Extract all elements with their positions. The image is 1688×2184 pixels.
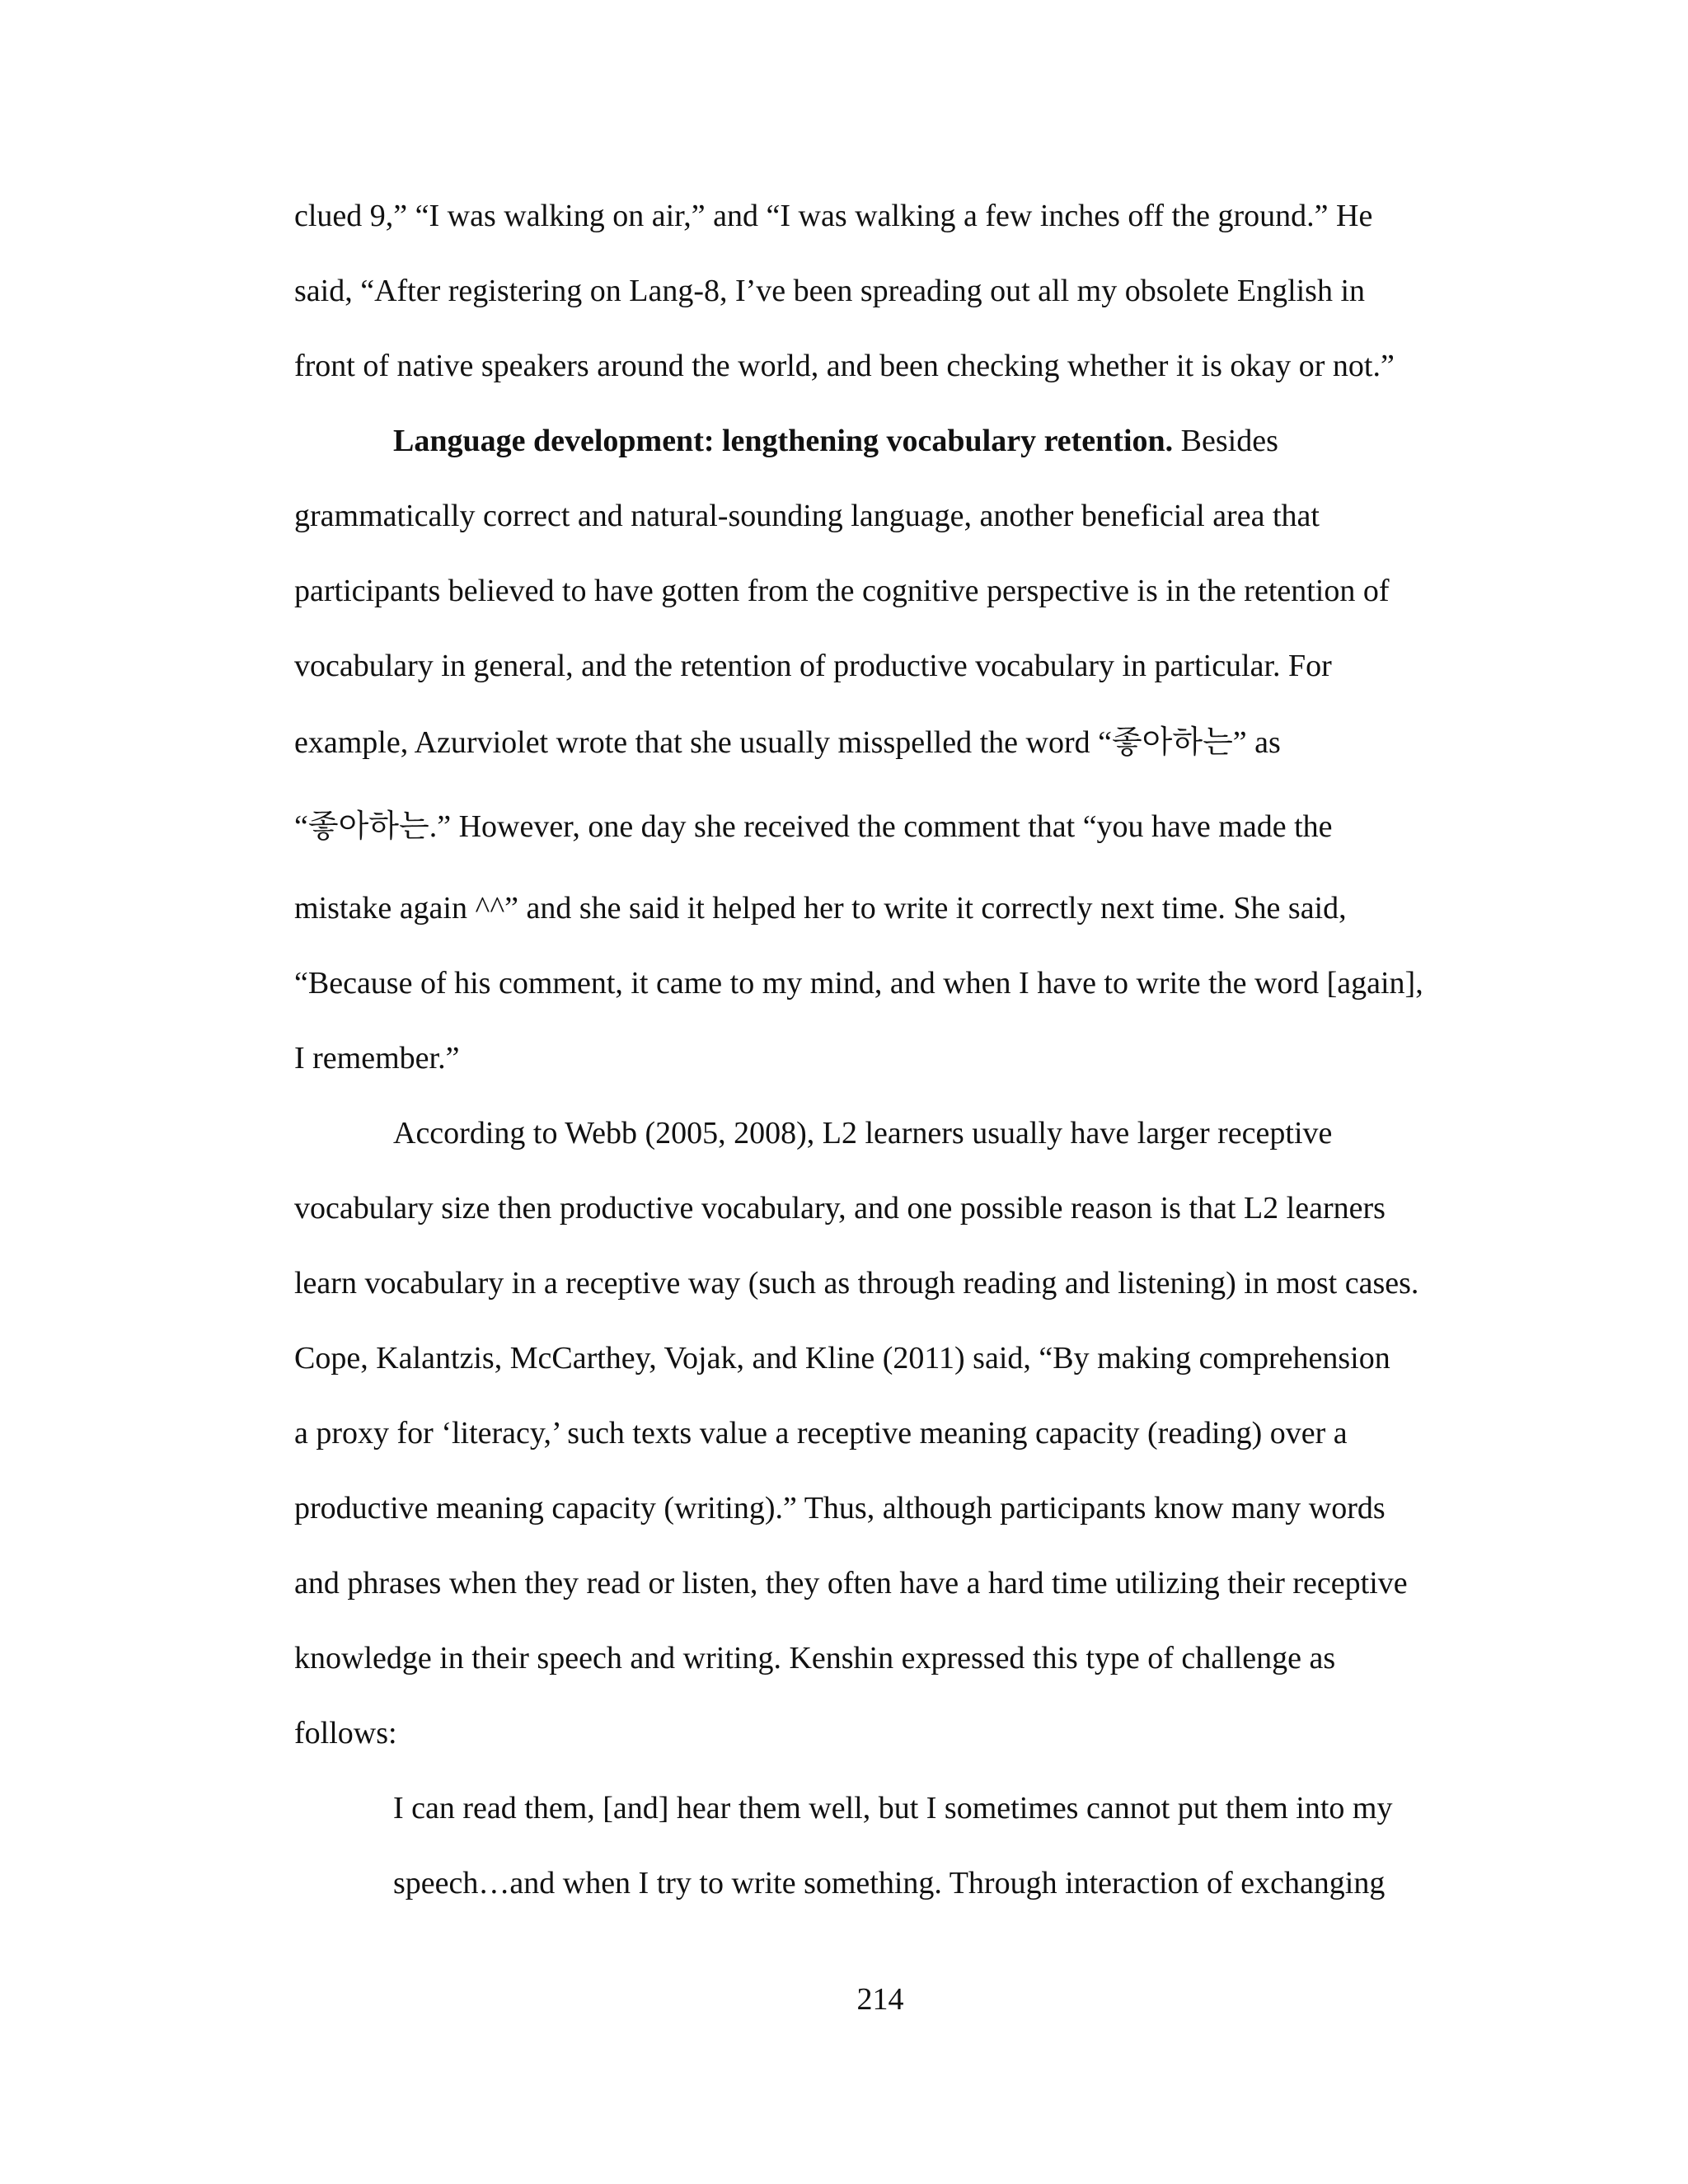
text-line: productive meaning capacity (writing).” Thus, although participants know many words [294, 1491, 1386, 1526]
text-line: clued 9,” “I was walking on air,” and “I was walking a few inches off the ground.” He [294, 199, 1373, 233]
text-line: knowledge in their speech and writing. Kenshin expressed this type of challenge as [294, 1641, 1336, 1675]
block-quote-line: speech…and when I try to write something. Through interaction of exchanging [393, 1866, 1386, 1900]
paragraph-line [393, 421, 1278, 461]
text-line: a proxy for ‘literacy,’ such texts value a receptive meaning capacity (reading) over a [294, 1416, 1348, 1451]
text-line: mistake again ^^” and she said it helped her to write it correctly next time. She said, [294, 891, 1347, 926]
text-line: and phrases when they read or listen, they often have a hard time utilizing their receptive [294, 1566, 1408, 1601]
section-heading: Language development: lengthening vocabulary retention. [393, 424, 1174, 458]
page-number: 214 [856, 1982, 904, 2017]
text-line: “Because of his comment, it came to my mind, and when I have to write the word [again], [294, 966, 1423, 1001]
text-line: I remember.” [294, 1041, 460, 1076]
text-line: grammatically correct and natural-sounding language, another beneficial area that [294, 499, 1320, 533]
text-line: learn vocabulary in a receptive way (such as through reading and listening) in most cases. [294, 1266, 1419, 1301]
text-line: vocabulary size then productive vocabulary, and one possible reason is that L2 learners [294, 1191, 1386, 1226]
block-quote-line: I can read them, [and] hear them well, but I sometimes cannot put them into my [393, 1791, 1393, 1825]
text-line: front of native speakers around the world, and been checking whether it is okay or not.” [294, 349, 1395, 383]
text-line: According to Webb (2005, 2008), L2 learners usually have larger receptive [393, 1116, 1333, 1151]
text-line: vocabulary in general, and the retention of productive vocabulary in particular. For [294, 649, 1332, 683]
text-line: said, “After registering on Lang-8, I’ve been spreading out all my obsolete English in [294, 274, 1366, 308]
text-line: follows: [294, 1716, 397, 1750]
text-span: Besides [1180, 424, 1278, 458]
text-line: participants believed to have gotten from the cognitive perspective is in the retention of [294, 574, 1390, 608]
text-line: “좋아하는.” However, one day she received the comment that “you have made the [294, 809, 1333, 844]
text-line: example, Azurviolet wrote that she usually misspelled the word “좋아하는” as [294, 725, 1281, 760]
text-line: Cope, Kalantzis, McCarthey, Vojak, and Kline (2011) said, “By making comprehension [294, 1341, 1390, 1376]
